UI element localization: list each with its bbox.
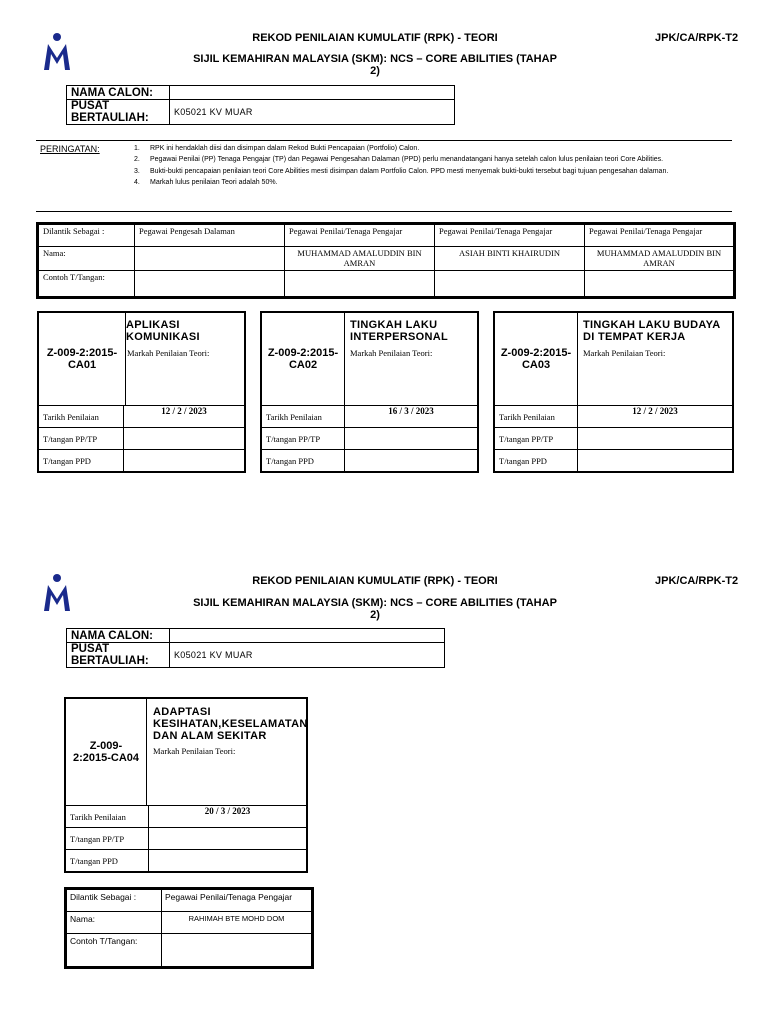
pp-tp-signature-field[interactable] [123,428,244,450]
ppd-label: T/tangan PPD [70,856,118,866]
jpk-logo-icon [42,573,72,613]
ppd-row [66,849,306,872]
warning-box [36,140,732,212]
pp-tp-label: T/tangan PP/TP [43,434,98,444]
warning-item: 2. Pegawai Penilai (PP) Tenaga Pengajar (TP) dan Pegawai Pengesahan Dalaman (PPD) perlu menandatangani hanya setelah calon lulus penilaian teori Core Abilities. [134,156,664,164]
unit-code: Z-009-2:2015-CA03 [495,313,578,405]
markah-label: Markah Penilaian Teori: [127,348,210,358]
signature-cell[interactable] [435,271,585,297]
page2-title: REKOD PENILAIAN KUMULATIF (RPK) - TEORI [252,575,498,587]
pp-tp-row [66,827,306,850]
ppd-row [262,449,477,472]
tarikh-value: 16 / 3 / 2023 [388,406,434,416]
warning-item: 4. Markah lulus penilaian Teori adalah 50%. [134,179,278,187]
ppd-signature-field[interactable] [123,450,244,472]
warning-item: 1. RPK ini hendaklah diisi dan disimpan dalam Rekod Bukti Pencapaian (Portfolio) Calon. [134,145,420,152]
name-cell[interactable] [135,247,285,271]
ppd-row [495,449,732,472]
page2-subtitle-line1: SIJIL KEMAHIRAN MALAYSIA (SKM): NCS – CORE ABILITIES (TAHAP [193,597,557,609]
unit-box-ca01 [37,311,246,473]
pp-tp-row [495,427,732,450]
unit-title: TINGKAH LAKU INTERPERSONAL [350,319,449,343]
unit-title: ADAPTASI KESIHATAN,KESELAMATAN DAN ALAM SEKITAR [153,706,308,742]
page2-doc-code: JPK/CA/RPK-T2 [655,575,739,587]
tarikh-field[interactable] [344,406,477,428]
signature-cell[interactable] [162,934,312,967]
role-cell: Pegawai Penilai/Tenaga Pengajar [585,225,734,247]
unit-code: Z-009-2:2015-CA02 [262,313,345,405]
role-cell: Pegawai Penilai/Tenaga Pengajar [435,225,585,247]
name-cell[interactable]: MUHAMMAD AMALUDDIN BIN AMRAN [585,247,734,271]
pusat-bertauliah-label: PUSAT BERTAULIAH: [67,643,170,668]
dilantik-sebagai-label: Dilantik Sebagai : [67,890,162,912]
tarikh-label: Tarikh Penilaian [266,412,322,422]
page2-candidate-table [66,628,445,668]
jpk-logo-icon [42,32,72,72]
role-cell: Pegawai Penilai/Tenaga Pengajar [162,890,312,912]
tarikh-field[interactable] [123,406,244,428]
tarikh-field[interactable] [148,806,306,828]
role-cell: Pegawai Pengesah Dalaman [135,225,285,247]
unit-code-line1: Z-009- [89,740,123,752]
unit-code: Z-009-2:2015-CA01 [39,313,126,405]
unit-box-ca03 [493,311,734,473]
warning-label: PERINGATAN: [40,144,100,154]
page1-subtitle-line2: 2) [370,65,380,77]
page1-doc-code: JPK/CA/RPK-T2 [655,32,739,44]
warning-item: 3. Bukti-bukti pencapaian penilaian teori Core Abilities mesti disimpan dalam Portfolio Calon. PPD mesti menyemak bukti-bukti tersebut bagi tujuan pengesahan dalaman. [134,167,669,175]
nama-label: Nama: [39,247,135,271]
tarikh-value: 20 / 3 / 2023 [204,806,251,816]
nama-calon-field[interactable] [170,86,455,100]
name-cell[interactable]: MUHAMMAD AMALUDDIN BIN AMRAN [285,247,435,271]
name-cell[interactable]: RAHIMAH BTE MOHD DOM [162,912,312,934]
page2-subtitle [180,597,570,621]
pusat-bertauliah-field[interactable]: K05021 KV MUAR [170,643,445,668]
pp-tp-label: T/tangan PP/TP [70,834,125,844]
ppd-signature-field[interactable] [148,850,306,872]
nama-calon-label: NAMA CALON: [67,86,170,100]
ppd-label: T/tangan PPD [43,456,91,466]
pp-tp-row [262,427,477,450]
page1-title: REKOD PENILAIAN KUMULATIF (RPK) - TEORI [252,32,498,44]
name-cell[interactable]: ASIAH BINTI KHAIRUDIN [435,247,585,271]
page1-subtitle-line1: SIJIL KEMAHIRAN MALAYSIA (SKM): NCS – CORE ABILITIES (TAHAP [193,53,557,65]
tarikh-value: 12 / 2 / 2023 [632,406,678,416]
contoh-tandatangan-label: Contoh T/Tangan: [39,271,135,297]
unit-code [66,699,147,805]
tarikh-label: Tarikh Penilaian [70,812,126,822]
ppd-signature-field[interactable] [577,450,732,472]
signature-cell[interactable] [585,271,734,297]
tarikh-row [39,405,244,428]
page1-candidate-table [66,85,455,125]
unit-box-ca02 [260,311,479,473]
nama-calon-field[interactable] [170,629,445,643]
tarikh-label: Tarikh Penilaian [43,412,99,422]
tarikh-field[interactable] [577,406,732,428]
unit-box-ca04 [64,697,308,873]
pp-tp-signature-field[interactable] [148,828,306,850]
page1-signatory-table [36,222,736,299]
tarikh-label: Tarikh Penilaian [499,412,555,422]
warning-list [134,143,728,189]
unit-title: TINGKAH LAKU BUDAYA DI TEMPAT KERJA [583,319,721,343]
unit-code-line2: 2:2015-CA04 [72,752,140,764]
markah-label: Markah Penilaian Teori: [153,746,236,756]
pp-tp-row [39,427,244,450]
ppd-label: T/tangan PPD [499,456,547,466]
ppd-row [39,449,244,472]
ppd-label: T/tangan PPD [266,456,314,466]
markah-label: Markah Penilaian Teori: [350,348,433,358]
pusat-bertauliah-field[interactable]: K05021 KV MUAR [170,100,455,125]
dilantik-sebagai-label: Dilantik Sebagai : [39,225,135,247]
pusat-bertauliah-label: PUSAT BERTAULIAH: [67,100,170,125]
tarikh-value: 12 / 2 / 2023 [161,406,207,416]
tarikh-row [262,405,477,428]
nama-label: Nama: [67,912,162,934]
ppd-signature-field[interactable] [344,450,477,472]
markah-label: Markah Penilaian Teori: [583,348,666,358]
pp-tp-label: T/tangan PP/TP [266,434,321,444]
pp-tp-signature-field[interactable] [344,428,477,450]
signature-cell[interactable] [135,271,285,297]
pp-tp-signature-field[interactable] [577,428,732,450]
unit-title: APLIKASI KOMUNIKASI [126,319,200,343]
page2-subtitle-line2: 2) [370,609,380,621]
nama-calon-label: NAMA CALON: [67,629,170,643]
page2-signatory-table [64,887,314,969]
signature-cell[interactable] [285,271,435,297]
pp-tp-label: T/tangan PP/TP [499,434,554,444]
contoh-tandatangan-label: Contoh T/Tangan: [67,934,162,967]
role-cell: Pegawai Penilai/Tenaga Pengajar [285,225,435,247]
tarikh-row [495,405,732,428]
tarikh-row [66,805,306,828]
page1-subtitle [180,53,570,77]
